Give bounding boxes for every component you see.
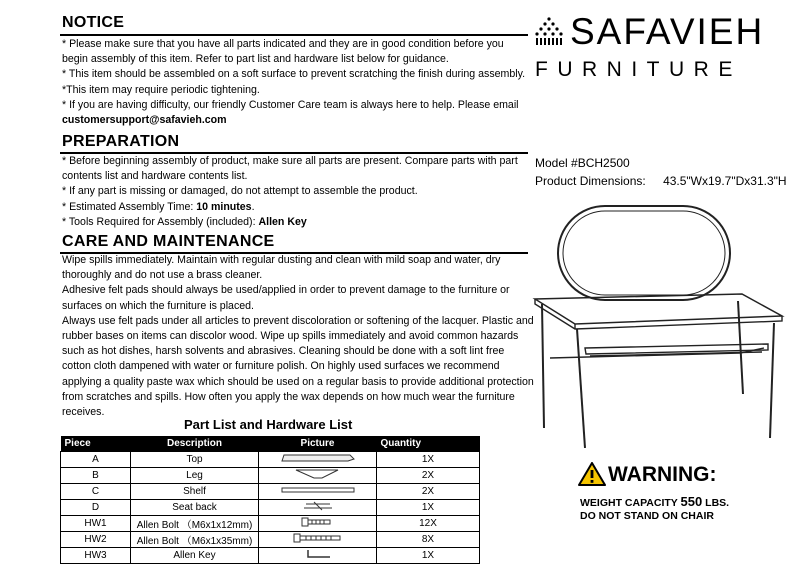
care-body: [62, 253, 534, 420]
tools-label: * Tools Required for Assembly (included):: [62, 215, 259, 228]
preparation-title: PREPARATION: [62, 133, 180, 150]
bench-illustration: [530, 198, 800, 453]
piece-cell: HW1: [61, 516, 131, 532]
table-row: [61, 548, 480, 564]
brand-subtitle: FURNITURE: [535, 58, 742, 81]
assembly-time-suffix: .: [251, 200, 255, 213]
table-row: [61, 468, 480, 484]
part-list-header-row: [61, 436, 480, 452]
dimensions-label: Product Dimensions:: [535, 174, 646, 188]
notice-line: * This item should be assembled on a soft surface to prevent scratching the finish during assembly.: [62, 68, 526, 81]
warning-triangle-icon: [578, 462, 606, 491]
table-row: [61, 516, 480, 532]
capacity-value: 550: [680, 494, 703, 509]
notice-line: *This item may require periodic tightening.: [62, 83, 260, 96]
tools-line: [62, 215, 532, 230]
leg-icon: [259, 468, 377, 484]
preparation-line: * Before beginning assembly of product, make sure all parts are present. Compare parts with part contents list and hardware contents list.: [62, 155, 518, 183]
notice-line: * If you are having difficulty, our friendly Customer Care team is always here to help. Please email: [62, 98, 519, 111]
dimensions-value: 43.5"Wx19.7"Dx31.3"H: [663, 174, 787, 188]
part-list-title: Part List and Hardware List: [184, 417, 353, 432]
notice-email[interactable]: customersupport@safavieh.com: [62, 114, 227, 127]
quantity-cell: 12X: [377, 516, 480, 532]
piece-cell: HW2: [61, 532, 131, 548]
care-line: Always use felt pads under all articles to prevent discoloration or softening of the lacquer. Plastic and rubber bases on items can discolor wood. Wipe up spills immediately and avoid common hazards such as hot dishes, harsh solvents and abrasives. Cleaning should be done with a soft lint free cotton cloth dampened with water or furniture polish. On highly used surfaces we recommend applying a quality paste wax which should be used on a regular basis to provide additional protection from scratches and spills. How often you apply the wax depends on how much wear the furniture receives.: [62, 314, 534, 419]
assembly-time-label: * Estimated Assembly Time:: [62, 200, 197, 213]
short-bolt-icon: [259, 516, 377, 532]
top-board-icon: [259, 452, 377, 468]
care-title: CARE AND MAINTENANCE: [62, 233, 275, 250]
description-cell: Leg: [131, 468, 259, 484]
assembly-time-value: 10 minutes: [196, 200, 252, 213]
piece-cell: A: [61, 452, 131, 468]
description-cell: Shelf: [131, 484, 259, 500]
quantity-cell: 1X: [377, 500, 480, 516]
warning-title: WARNING:: [608, 463, 717, 486]
description-cell: Top: [131, 452, 259, 468]
model-number: Model #BCH2500: [535, 156, 630, 170]
long-bolt-icon: [259, 532, 377, 548]
capacity-unit: LBS.: [705, 497, 730, 509]
quantity-cell: 2X: [377, 468, 480, 484]
shelf-icon: [259, 484, 377, 500]
col-header-description: Description: [131, 436, 259, 452]
product-dimensions: [535, 174, 787, 188]
care-line: Adhesive felt pads should always be used/applied in order to prevent damage to the furniture or surfaces on which the furniture is placed.: [62, 284, 510, 312]
weight-capacity-line: [580, 494, 729, 509]
quantity-cell: 8X: [377, 532, 480, 548]
preparation-line: * If any part is missing or damaged, do not attempt to assemble the product.: [62, 185, 418, 198]
piece-cell: D: [61, 500, 131, 516]
description-cell: Allen Key: [131, 548, 259, 564]
description-cell: Allen Bolt （M6x1x12mm): [131, 516, 259, 532]
quantity-cell: 1X: [377, 452, 480, 468]
seat-back-icon: [259, 500, 377, 516]
preparation-body: [62, 154, 532, 230]
notice-line: * Please make sure that you have all parts indicated and they are in good condition before you begin assembly of this item. Refer to part list and hardware list below for guidance.: [62, 38, 504, 66]
piece-cell: C: [61, 484, 131, 500]
notice-body: [62, 37, 532, 128]
col-header-quantity: Quantity: [377, 436, 480, 452]
table-row: [61, 484, 480, 500]
notice-title: NOTICE: [62, 14, 125, 31]
notice-rule: [60, 34, 528, 36]
table-row: [61, 500, 480, 516]
quantity-cell: 2X: [377, 484, 480, 500]
tools-value: Allen Key: [258, 215, 307, 228]
description-cell: Seat back: [131, 500, 259, 516]
piece-cell: B: [61, 468, 131, 484]
col-header-picture: Picture: [259, 436, 377, 452]
assembly-time-line: [62, 200, 532, 215]
description-cell: Allen Bolt （M6x1x35mm): [131, 532, 259, 548]
allen-key-icon: [259, 548, 377, 564]
care-line: Wipe spills immediately. Maintain with regular dusting and clean with mild soap and water, dry thoroughly and do not use a brass cleaner.: [62, 254, 501, 282]
brand-name: SAFAVIEH: [570, 11, 765, 52]
table-row: [61, 532, 480, 548]
triangle-dots-logo-icon: [534, 16, 564, 51]
table-row: [61, 452, 480, 468]
no-stand-line: DO NOT STAND ON CHAIR: [580, 510, 714, 522]
piece-cell: HW3: [61, 548, 131, 564]
part-list-table: [60, 436, 480, 564]
quantity-cell: 1X: [377, 548, 480, 564]
col-header-piece: Piece: [61, 436, 131, 452]
capacity-label: WEIGHT CAPACITY: [580, 497, 678, 509]
